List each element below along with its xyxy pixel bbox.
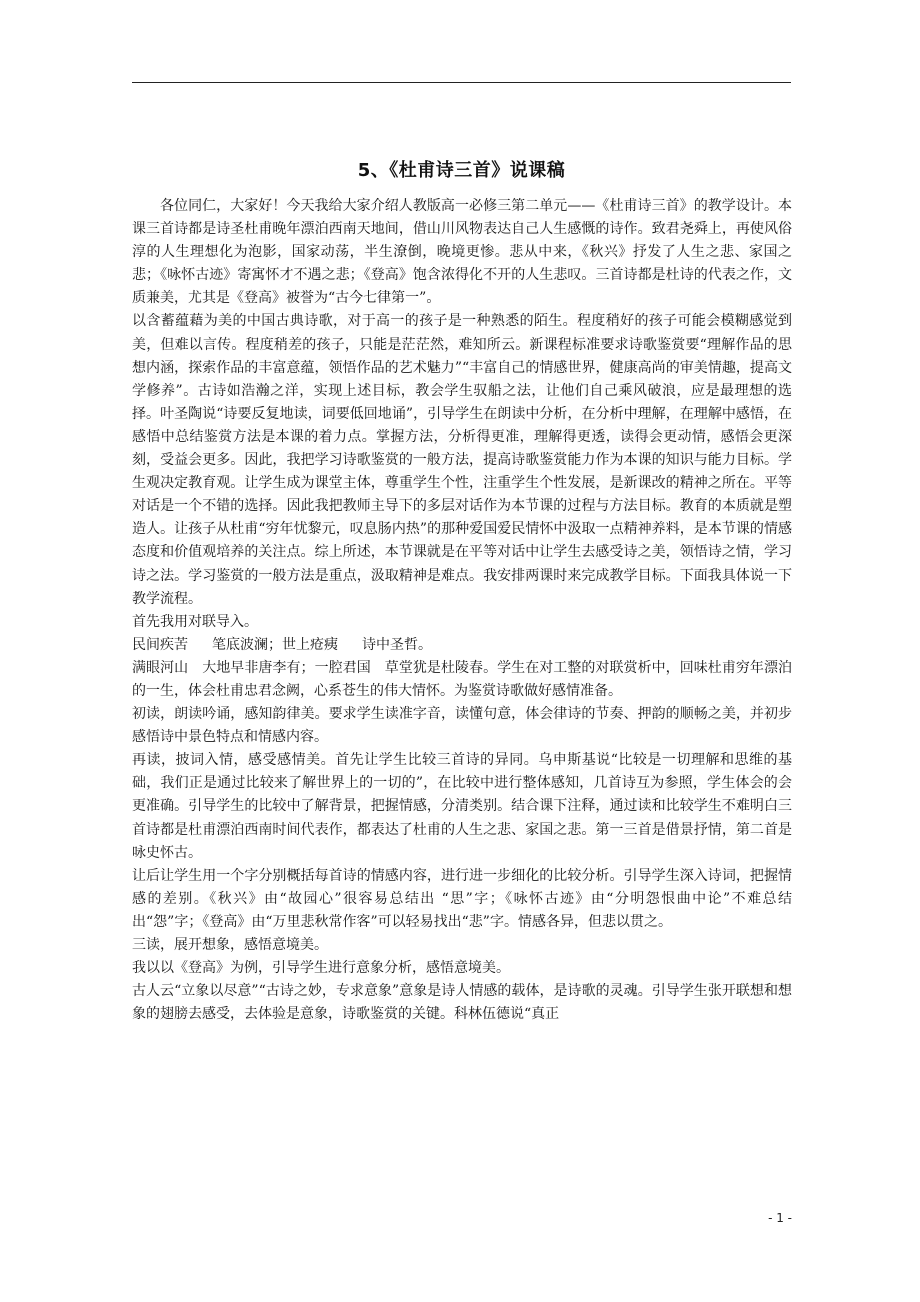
body-paragraph: 满眼河山 大地早非唐李有；一腔君国 草堂犹是杜陵春。学生在对工整的对联赏析中，回味杜甫穷年漂泊的一生，体会杜甫忠君念阙，心系苍生的伟大情怀。为鉴赏诗歌做好感情准备。	[132, 659, 792, 699]
body-paragraph: 让后让学生用一个字分别概括每首诗的情感内容，进行进一步细化的比较分析。引导学生深入诗词，把握情感的差别。《秋兴》由“故园心”很容易总结出 “思”字；《咏怀古迹》由“分明怨恨曲中论”不难总结出“怨”字；《登高》由“万里悲秋常作客”可以轻易找出“悲”字。情感各异，但悲以贯之。	[132, 867, 792, 930]
header-rule	[132, 82, 791, 83]
couplet-part: 诗中圣哲。	[362, 636, 432, 653]
couplet-part: 民间疾苦	[132, 636, 188, 653]
page-number: - 1 -	[768, 1211, 792, 1225]
document-body	[132, 195, 792, 1026]
body-paragraph: 初读，朗读吟诵，感知韵律美。要求学生读准字音，读懂句意，体会律诗的节奏、押韵的顺畅之美，并初步感悟诗中景色特点和情感内容。	[132, 706, 792, 746]
body-paragraph: 首先我用对联导入。	[132, 613, 258, 630]
intro-paragraph: 各位同仁，大家好！今天我给大家介绍人教版高一必修三第二单元——《杜甫诗三首》的教学设计。本课三首诗都是诗圣杜甫晚年漂泊西南天地间，借山川风物表达自己人生感慨的诗作。致君尧舜上，再使风俗淳的人生理想化为泡影，国家动荡，半生潦倒，晚境更惨。悲从中来，《秋兴》抒发了人生之悲、家国之悲；《咏怀古迹》寄寓怀才不遇之悲；《登高》饱含浓得化不开的人生悲叹。三首诗都是杜诗的代表之作，文质兼美，尤其是《登高》被誉为“古今七律第一”。	[132, 198, 792, 307]
couplet-line	[132, 634, 792, 657]
document-title: 5、《杜甫诗三首》说课稿	[357, 160, 566, 181]
body-paragraph: 古人云“立象以尽意”“古诗之妙，专求意象”意象是诗人情感的载体，是诗歌的灵魂。引导学生张开联想和想象的翅膀去感受，去体验是意象，诗歌鉴赏的关键。科林伍德说“真正	[132, 983, 792, 1023]
couplet-part: 笔底波澜；世上疮痍	[212, 636, 338, 653]
body-paragraph: 我以以《登高》为例，引导学生进行意象分析，感悟意境美。	[132, 960, 510, 977]
body-paragraph: 三读，展开想象，感悟意境美。	[132, 937, 328, 953]
body-paragraph: 再读，披词入情，感受感情美。首先让学生比较三首诗的异同。乌申斯基说“比较是一切理解和思维的基础，我们正是通过比较来了解世界上的一切的”，在比较中进行整体感知，几首诗互为参照，学生体会的会更准确。引导学生的比较中了解背景，把握情感，分清类别。结合课下注释，通过读和比较学生不难明白三首诗都是杜甫漂泊西南时间代表作，都表达了杜甫的人生之悲、家国之悲。第一三首是借景抒情，第二首是咏史怀古。	[132, 752, 792, 861]
body-paragraph: 以含蓄蕴藉为美的中国古典诗歌，对于高一的孩子是一种熟悉的陌生。程度稍好的孩子可能会模糊感觉到美，但难以言传。程度稍差的孩子，只能是茫茫然，难知所云。新课程标准要求诗歌鉴赏要“理解作品的思想内涵，探索作品的丰富意蕴，领悟作品的艺术魅力”“丰富自己的情感世界，健康高尚的审美情趣，提高文学修养”。古诗如浩瀚之洋，实现上述目标，教会学生驭船之法，让他们自己乘风破浪，应是最理想的选择。叶圣陶说“诗要反复地读，词要低回地诵”，引导学生在朗读中分析，在分析中理解，在理解中感悟，在感悟中总结鉴赏方法是本课的着力点。掌握方法，分析得更准，理解得更透，读得会更动情，感悟会更深刻，受益会更多。因此，我把学习诗歌鉴赏的一般方法，提高诗歌鉴赏能力作为本课的知识与能力目标。学生观决定教育观。让学生成为课堂主体，尊重学生个性，注重学生个性发展，是新课改的精神之所在。平等对话是一个不错的选择。因此我把教师主导下的多层对话作为本节课的过程与方法目标。教育的本质就是塑造人。让孩子从杜甫“穷年忧黎元，叹息肠内热”的那种爱国爱民情怀中汲取一点精神养料，是本节课的情感态度和价值观培养的关注点。综上所述，本节课就是在平等对话中让学生去感受诗之美，领悟诗之情，学习诗之法。学习鉴赏的一般方法是重点，汲取精神是难点。我安排两课时来完成教学目标。下面我具体说一下教学流程。	[132, 313, 792, 607]
